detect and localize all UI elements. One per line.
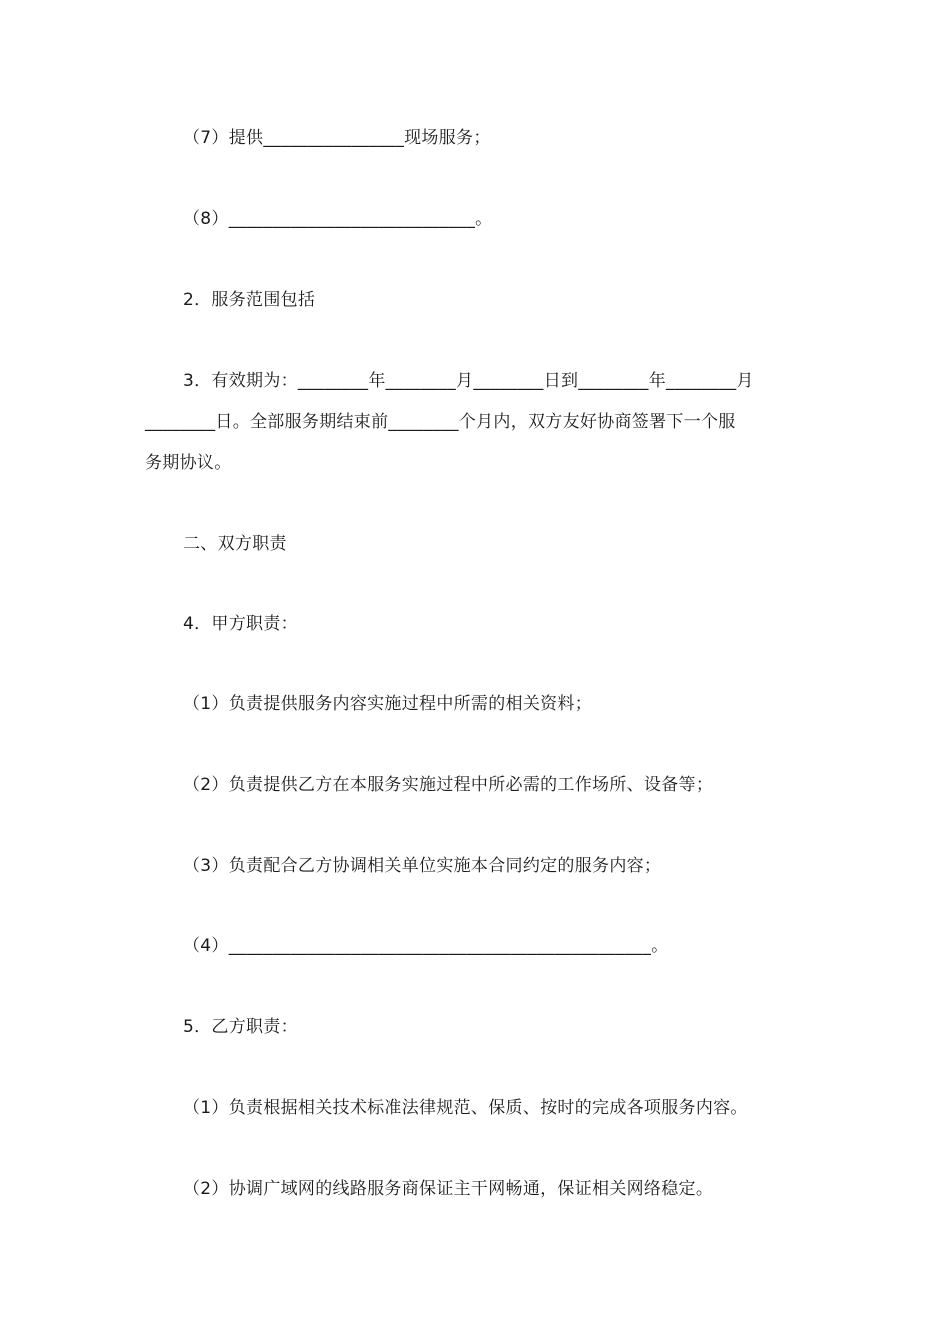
clause-3-validity-line-1: 3．有效期为：________年________月________日到________年________月 [183,371,754,391]
clause-7: （7）提供________________现场服务； [183,128,491,148]
clause-5-party-b-duties: 5．乙方职责： [183,1017,298,1037]
clause-2-service-scope: 2．服务范围包括 [183,290,316,310]
clause-4-party-a-duties: 4．甲方职责： [183,614,298,634]
clause-3-validity-line-2: ________日。全部服务期结束前________个月内，双方友好协商签署下一个服 [145,412,736,432]
party-a-item-3: （3）负责配合乙方协调相关单位实施本合同约定的服务内容； [183,856,662,876]
party-a-item-2: （2）负责提供乙方在本服务实施过程中所必需的工作场所、设备等； [183,775,714,795]
party-a-item-1: （1）负责提供服务内容实施过程中所需的相关资料； [183,694,593,714]
party-b-item-2: （2）协调广域网的线路服务商保证主干网畅通，保证相关网络稳定。 [183,1179,714,1199]
clause-8: （8）____________________________。 [183,209,493,229]
clause-3-validity-line-3: 务期协议。 [145,453,232,473]
party-b-item-1: （1）负责根据相关技术标准法律规范、保质、按时的完成各项服务内容。 [183,1098,748,1118]
section-heading-responsibilities: 二、双方职责 [183,534,287,554]
party-a-item-4: （4）________________________________________________。 [183,936,669,956]
